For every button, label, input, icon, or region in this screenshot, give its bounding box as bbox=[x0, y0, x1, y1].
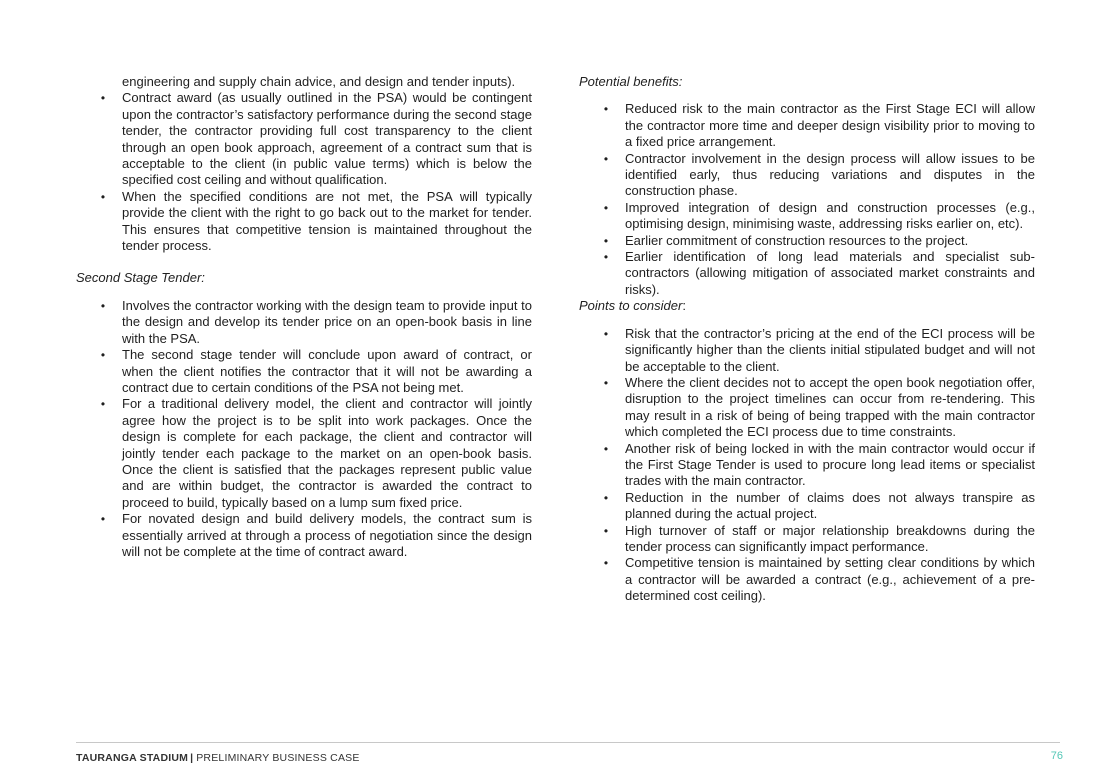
footer-divider bbox=[76, 742, 1060, 743]
list-item-text: Reduced risk to the main contractor as the First Stage ECI will allow the contractor more time and deeper design visibility prior to moving to a fixed price arrangement. bbox=[625, 101, 1035, 150]
bullet-icon: • bbox=[100, 512, 106, 527]
list-item bbox=[579, 151, 1035, 200]
bullet-icon: • bbox=[603, 151, 609, 166]
benefits-heading: Potential benefits: bbox=[579, 74, 683, 89]
bullet-icon: • bbox=[603, 375, 609, 390]
list-item-text: Where the client decides not to accept the open book negotiation offer, disruption to the project timelines can occur from re-tendering. This may result in a risk of being of being trapped with the main contractor which completed the ECI process due to time constraints. bbox=[625, 374, 1035, 440]
considerations-list bbox=[579, 326, 1035, 605]
list-item-text: When the specified conditions are not met, the PSA will typically provide the client with the right to go back out to the market for tender. This ensures that competitive tension is maintained throughout the tender process. bbox=[122, 188, 532, 254]
list-item-text: Competitive tension is maintained by setting clear conditions by which a contractor will be awarded a contract (e.g., achievement of a pre-determined cost ceiling). bbox=[625, 555, 1035, 604]
bullet-icon: • bbox=[100, 189, 106, 204]
second-stage-heading: Second Stage Tender: bbox=[76, 270, 205, 286]
list-item bbox=[579, 101, 1035, 150]
considerations-heading-colon: : bbox=[682, 298, 686, 314]
list-item bbox=[579, 523, 1035, 556]
bullet-icon: • bbox=[100, 298, 106, 313]
benefits-list bbox=[579, 101, 1035, 298]
bullet-icon: • bbox=[100, 348, 106, 363]
list-item-text: High turnover of staff or major relationship breakdowns during the tender process can significantly impact performance. bbox=[625, 522, 1035, 554]
second-stage-list bbox=[76, 298, 532, 561]
bullet-icon: • bbox=[100, 91, 106, 106]
bullet-icon: • bbox=[603, 523, 609, 538]
list-item bbox=[76, 189, 532, 255]
list-item-text: Involves the contractor working with the design team to provide input to the design and develop its tender price on an open-book basis in line with the PSA. bbox=[122, 297, 532, 346]
right-column bbox=[579, 74, 1035, 605]
bullet-icon: • bbox=[100, 397, 106, 412]
page-number: 76 bbox=[1050, 750, 1063, 762]
bullet-icon: • bbox=[603, 233, 609, 248]
list-item-text: For novated design and build delivery models, the contract sum is essentially arrived at through a process of negotiation since the design will not be complete at the time of contract award. bbox=[122, 511, 532, 559]
list-item-text: For a traditional delivery model, the client and contractor will jointly agree how the project is to be split into work packages. Once the design is complete for each package, the client and contractor will jointly tender each package to the market on an open-book basis. Once the client is satisfied that the packages represent public value and are within budget, the contractor is awarded the contract to proceed to build, typically based on a lump sum fixed price. bbox=[122, 396, 532, 510]
list-item bbox=[579, 441, 1035, 490]
footer-document-name: PRELIMINARY BUSINESS CASE bbox=[196, 752, 360, 764]
list-item-text: Contractor involvement in the design process will allow issues to be identified early, thus reducing variations and disputes in the construction phase. bbox=[625, 150, 1035, 199]
list-item-text: Earlier identification of long lead materials and specialist sub-contractors (allowing mitigation of associated market constraints and risks). bbox=[625, 249, 1035, 297]
bullet-icon: • bbox=[603, 441, 609, 456]
considerations-heading bbox=[579, 298, 1035, 314]
list-item bbox=[579, 233, 1035, 249]
footer-title bbox=[76, 750, 360, 766]
continuation-text: engineering and supply chain advice, and design and tender inputs). bbox=[122, 74, 516, 89]
bullet-icon: • bbox=[603, 200, 609, 215]
list-item bbox=[76, 511, 532, 560]
list-item bbox=[76, 347, 532, 396]
bullet-icon: • bbox=[603, 250, 609, 265]
list-item bbox=[579, 555, 1035, 604]
bullet-icon: • bbox=[603, 490, 609, 505]
list-item bbox=[579, 326, 1035, 375]
list-item bbox=[579, 490, 1035, 523]
bullet-icon: • bbox=[603, 102, 609, 117]
list-item-text: Contract award (as usually outlined in the PSA) would be contingent upon the contractor’s satisfactory performance during the second stage tender, the contractor providing full cost transparency to the client through an open book approach, agreement of a contract sum that is acceptable to the client (in public value terms) which is below the specified cost ceiling and without qualification. bbox=[122, 90, 532, 188]
list-item bbox=[76, 298, 532, 347]
first-stage-list bbox=[76, 90, 532, 254]
list-item-text: The second stage tender will conclude upon award of contract, or when the client notifies the contractor that it will not be awarding a contract due to certain conditions of the PSA not being met. bbox=[122, 347, 532, 395]
list-item-text: Reduction in the number of claims does not always transpire as planned during the actual project. bbox=[625, 489, 1035, 522]
left-column bbox=[76, 74, 532, 560]
footer-project-name: TAURANGA STADIUM bbox=[76, 752, 189, 764]
list-item-text: Improved integration of design and construction processes (e.g., optimising design, minimising waste, addressing risks earlier on, etc). bbox=[625, 199, 1035, 232]
bullet-icon: • bbox=[603, 326, 609, 341]
list-item bbox=[76, 396, 532, 511]
considerations-heading-text: Points to consider bbox=[579, 298, 683, 314]
list-item-text: Another risk of being locked in with the main contractor would occur if the First Stage Tender is used to procure long lead items or specialist trades with the main contractor. bbox=[625, 440, 1035, 489]
footer-separator: | bbox=[190, 752, 194, 764]
list-item bbox=[579, 249, 1035, 298]
list-item bbox=[76, 90, 532, 188]
list-item-text: Earlier commitment of construction resources to the project. bbox=[625, 232, 969, 248]
bullet-icon: • bbox=[603, 556, 609, 571]
list-item-text: Risk that the contractor’s pricing at the end of the ECI process will be significantly higher than the clients initial stipulated budget and will not be acceptable to the client. bbox=[625, 325, 1035, 374]
list-item bbox=[579, 200, 1035, 233]
list-item bbox=[579, 375, 1035, 441]
